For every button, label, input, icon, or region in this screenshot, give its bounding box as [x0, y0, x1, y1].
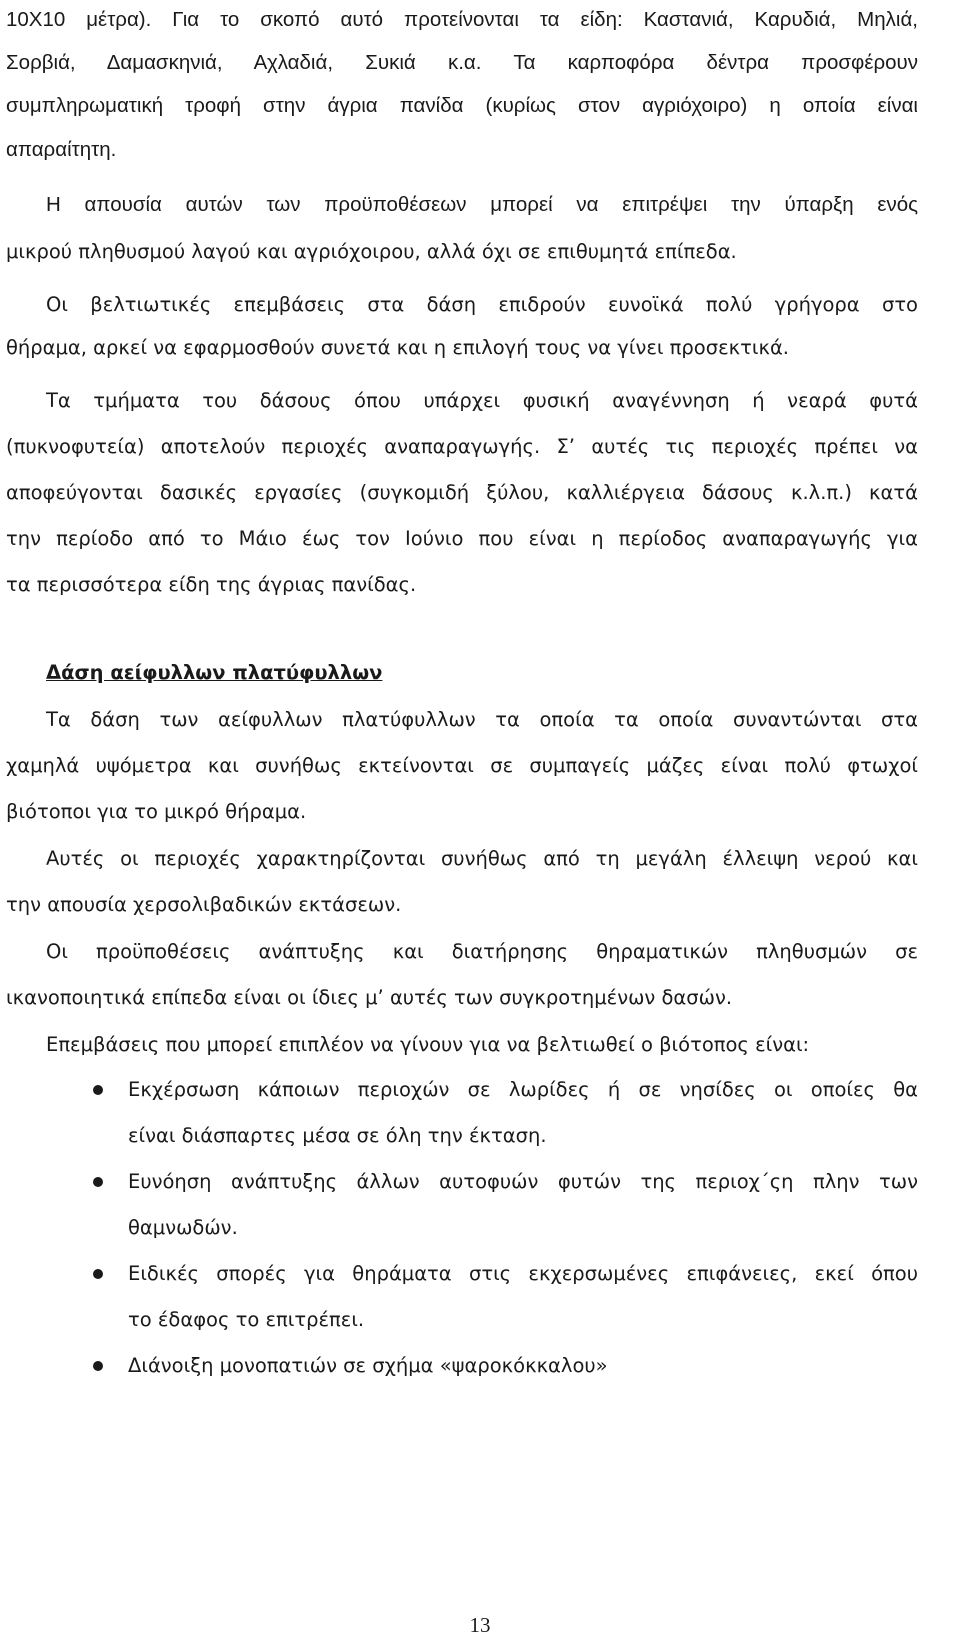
paragraph-line: θήραμα, αρκεί να εφαρμοσθούν συνετά και η επιλογή τους να γίνει προσεκτικά. — [6, 336, 789, 359]
bullet-line: είναι διάσπαρτες μέσα σε όλη την έκταση. — [128, 1124, 547, 1147]
page-number: 13 — [469, 1613, 491, 1637]
bullet-icon — [93, 1269, 103, 1279]
bullet-line: Ευνόηση ανάπτυξης άλλων αυτοφυών φυτών της περιοχ΄ςη πλην των — [128, 1170, 918, 1193]
bullet-line: Ειδικές σπορές για θηράματα στις εκχερσωμένες επιφάνειες, εκεί όπου — [128, 1262, 918, 1285]
paragraph-line: Επεμβάσεις που μπορεί επιπλέον να γίνουν για να βελτιωθεί ο βιότοπος είναι: — [46, 1033, 810, 1056]
paragraph-line: (πυκνοφυτεία) αποτελούν περιοχές αναπαραγωγής. Σ’ αυτές τις περιοχές πρέπει να — [6, 435, 918, 458]
paragraph-line: Τα δάση των αείφυλλων πλατύφυλλων τα οποία τα οποία συναντώνται στα — [46, 708, 918, 731]
section-heading-text: Δάση αείφυλλων πλατύφυλλων — [46, 661, 383, 684]
paragraph-line: βιότοποι για το μικρό θήραμα. — [6, 800, 307, 823]
paragraph-line: την απουσία χερσολιβαδικών εκτάσεων. — [6, 893, 402, 916]
bullet-icon — [93, 1177, 103, 1187]
paragraph-line: ικανοποιητικά επίπεδα είναι οι ίδιες μ’ αυτές των συγκροτημένων δασών. — [6, 986, 733, 1009]
section-heading — [6, 653, 918, 693]
paragraph-line: Αυτές οι περιοχές χαρακτηρίζονται συνήθως από τη μεγάλη έλλειψη νερού και — [46, 847, 918, 870]
paragraph-line: Σορβιά, Δαμασκηνιά, Αχλαδιά, Συκιά κ.α. Τα καρποφόρα δέντρα προσφέρουν — [6, 51, 918, 74]
paragraph-line: απαραίτητη. — [6, 138, 117, 161]
bullet-line: Διάνοιξη μονοπατιών σε σχήμα «ψαροκόκκαλου» — [128, 1354, 608, 1377]
bullet-line: το έδαφος το επιτρέπει. — [128, 1308, 365, 1331]
paragraph-line: 10Χ10 μέτρα). Για το σκοπό αυτό προτείνονται τα είδη: Καστανιά, Καρυδιά, Μηλιά, — [6, 8, 918, 31]
bullet-icon — [93, 1085, 103, 1095]
paragraph-line: αποφεύγονται δασικές εργασίες (συγκομιδή ξύλου, καλλιέργεια δάσους κ.λ.π.) κατά — [6, 481, 918, 504]
paragraph-line: συμπληρωματική τροφή στην άγρια πανίδα (κυρίως στον αγριόχοιρο) η οποία είναι — [6, 94, 918, 117]
paragraph-line: Τα τμήματα του δάσους όπου υπάρχει φυσική αναγέννηση ή νεαρά φυτά — [46, 389, 918, 412]
paragraph-line: Οι βελτιωτικές επεμβάσεις στα δάση επιδρούν ευνοϊκά πολύ γρήγορα στο — [46, 293, 918, 316]
bullet-icon — [93, 1361, 103, 1371]
bullet-line: θαμνωδών. — [128, 1216, 238, 1239]
paragraph-line: τα περισσότερα είδη της άγριας πανίδας. — [6, 573, 417, 596]
bullet-line: Εκχέρσωση κάποιων περιοχών σε λωρίδες ή σε νησίδες οι οποίες θα — [128, 1078, 918, 1101]
paragraph-line: την περίοδο από το Μάιο έως τον Ιούνιο που είναι η περίοδος αναπαραγωγής για — [6, 527, 918, 550]
paragraph-line: Οι προϋποθέσεις ανάπτυξης και διατήρησης θηραματικών πληθυσμών σε — [46, 940, 918, 963]
paragraph-line: χαμηλά υψόμετρα και συνήθως εκτείνονται σε συμπαγείς μάζες είναι πολύ φτωχοί — [6, 754, 918, 777]
paragraph-line: Η απουσία αυτών των προϋποθέσεων μπορεί να επιτρέψει την ύπαρξη ενός — [46, 193, 918, 216]
paragraph-line: μικρού πληθυσμού λαγού και αγριόχοιρου, αλλά όχι σε επιθυμητά επίπεδα. — [6, 240, 737, 263]
